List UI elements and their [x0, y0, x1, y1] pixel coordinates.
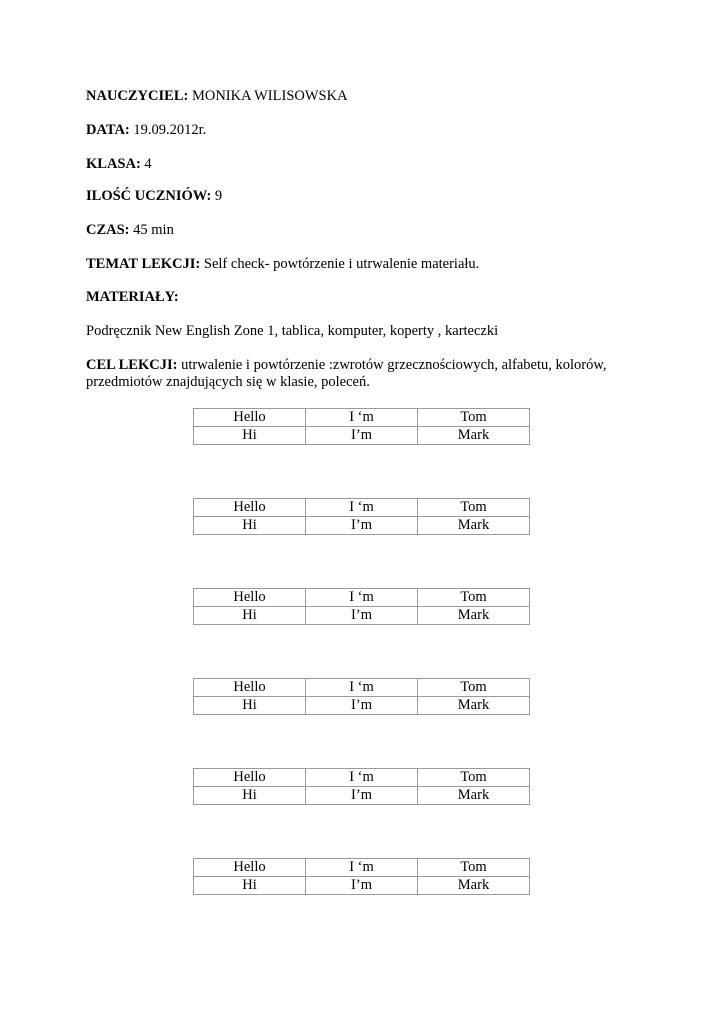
- teacher-label: NAUCZYCIEL:: [86, 88, 189, 104]
- table-cell: Tom: [418, 409, 530, 427]
- materials-text: Podręcznik New English Zone 1, tablica, komputer, koperty , karteczki: [86, 323, 499, 339]
- phrase-table-5: [193, 768, 530, 805]
- goal-label: CEL LEKCJI:: [86, 357, 178, 373]
- table-row: [194, 607, 530, 625]
- topic-label: TEMAT LEKCJI:: [86, 256, 201, 272]
- table-cell: I ‘m: [306, 409, 418, 427]
- table-cell: I ‘m: [306, 499, 418, 517]
- table-row: [194, 787, 530, 805]
- topic-line: [86, 256, 479, 273]
- table-cell: Tom: [418, 769, 530, 787]
- table-cell: I’m: [306, 697, 418, 715]
- table-cell: Mark: [418, 427, 530, 445]
- time-label: CZAS:: [86, 222, 130, 238]
- table-row: [194, 409, 530, 427]
- table-cell: Hi: [194, 517, 306, 535]
- table-cell: Mark: [418, 787, 530, 805]
- class-label: KLASA:: [86, 156, 141, 172]
- table-cell: Hello: [194, 679, 306, 697]
- table-cell: I’m: [306, 787, 418, 805]
- goal-paragraph: [86, 357, 646, 391]
- table-cell: Hi: [194, 607, 306, 625]
- table-cell: I’m: [306, 517, 418, 535]
- table-cell: Tom: [418, 589, 530, 607]
- phrase-table-6: [193, 858, 530, 895]
- table-cell: Tom: [418, 859, 530, 877]
- table-row: [194, 517, 530, 535]
- time-value: 45 min: [129, 222, 174, 238]
- date-label: DATA:: [86, 122, 130, 138]
- table-cell: I ‘m: [306, 859, 418, 877]
- phrase-table-4: [193, 678, 530, 715]
- date-line: [86, 122, 206, 139]
- class-value: 4: [140, 156, 152, 172]
- table-cell: Hi: [194, 787, 306, 805]
- table-cell: Hi: [194, 697, 306, 715]
- table-row: [194, 769, 530, 787]
- goal-value: utrwalenie i powtórzenie :zwrotów grzecznościowych, alfabetu, kolorów, przedmiotów znajdujących się w klasie, poleceń.: [86, 357, 607, 390]
- table-cell: I ‘m: [306, 769, 418, 787]
- table-cell: Hello: [194, 589, 306, 607]
- table-row: [194, 679, 530, 697]
- students-label: ILOŚĆ UCZNIÓW:: [86, 188, 212, 204]
- table-cell: Hello: [194, 859, 306, 877]
- table-row: [194, 859, 530, 877]
- table-row: [194, 697, 530, 715]
- table-row: [194, 589, 530, 607]
- phrase-table-1: [193, 408, 530, 445]
- students-value: 9: [211, 188, 223, 204]
- table-cell: Mark: [418, 607, 530, 625]
- table-cell: I ‘m: [306, 589, 418, 607]
- table-row: [194, 499, 530, 517]
- table-cell: Hi: [194, 427, 306, 445]
- phrase-table-3: [193, 588, 530, 625]
- table-cell: Mark: [418, 517, 530, 535]
- class-line: [86, 156, 152, 173]
- table-row: [194, 427, 530, 445]
- teacher-line: [86, 88, 348, 105]
- materials-label: MATERIAŁY:: [86, 289, 179, 305]
- table-cell: Hello: [194, 769, 306, 787]
- table-cell: Hi: [194, 877, 306, 895]
- teacher-value: MONIKA WILISOWSKA: [188, 88, 348, 104]
- table-cell: Tom: [418, 679, 530, 697]
- table-cell: I’m: [306, 877, 418, 895]
- table-cell: I’m: [306, 607, 418, 625]
- phrase-table-2: [193, 498, 530, 535]
- table-cell: Mark: [418, 877, 530, 895]
- table-cell: Hello: [194, 409, 306, 427]
- table-cell: I’m: [306, 427, 418, 445]
- table-cell: Tom: [418, 499, 530, 517]
- date-value: 19.09.2012r.: [129, 122, 207, 138]
- topic-value: Self check- powtórzenie i utrwalenie materiału.: [200, 256, 480, 272]
- table-cell: I ‘m: [306, 679, 418, 697]
- table-cell: Hello: [194, 499, 306, 517]
- materials-line: [86, 289, 179, 306]
- students-line: [86, 188, 222, 205]
- table-cell: Mark: [418, 697, 530, 715]
- time-line: [86, 222, 174, 239]
- table-row: [194, 877, 530, 895]
